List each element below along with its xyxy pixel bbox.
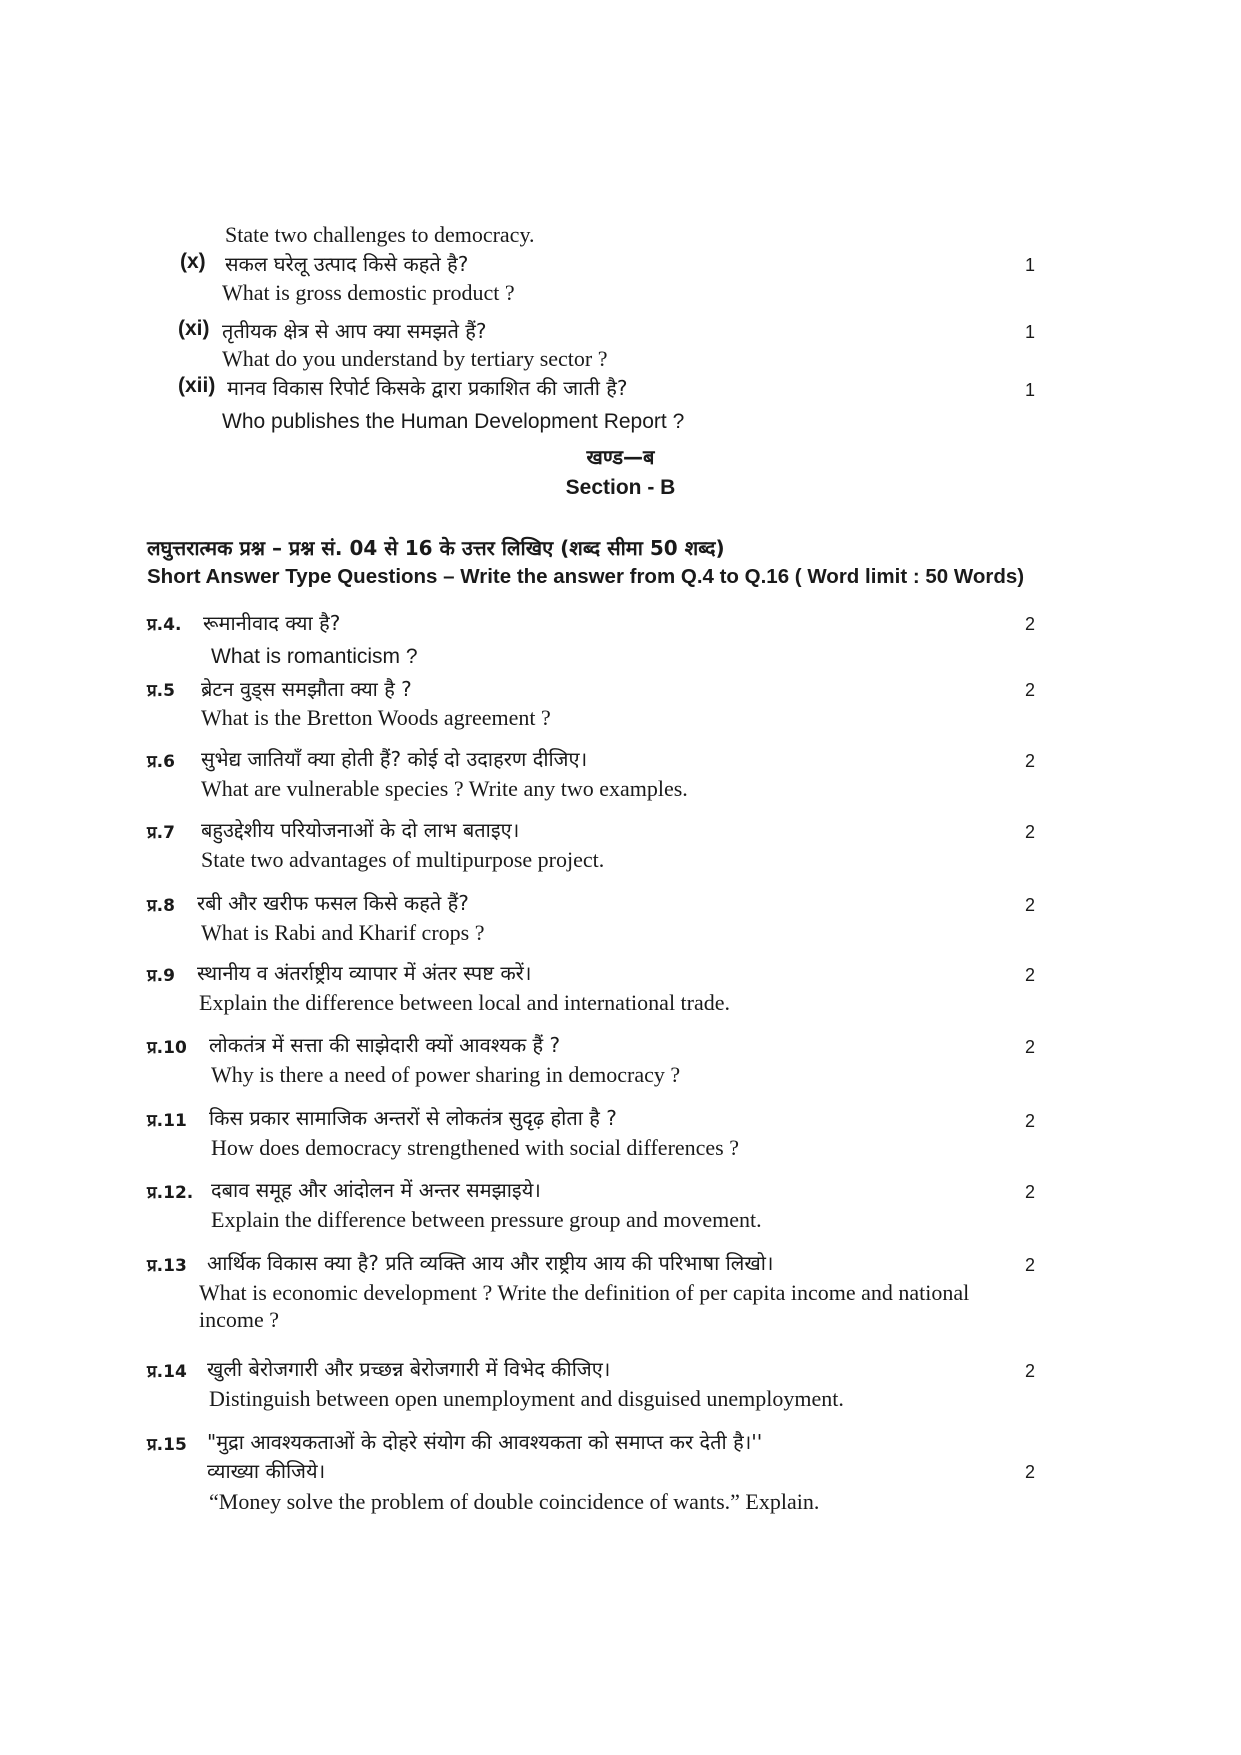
question-number: प्र.4. [147, 615, 182, 635]
question-number: प्र.11 [147, 1111, 187, 1131]
question-hindi: स्थानीय व अंतर्राष्ट्रीय व्यापार में अंतर स्पष्ट करें। [197, 961, 532, 985]
question-marks: 2 [1024, 1462, 1035, 1482]
question-marks: 2 [1024, 614, 1035, 634]
question-marks: 2 [1024, 1255, 1035, 1275]
q-xii-hindi: मानव विकास रिपोर्ट किसके द्वारा प्रकाशित की जाती है? [227, 376, 628, 400]
q-xii-english: Who publishes the Human Development Report ? [222, 410, 685, 433]
question-number: प्र.9 [147, 966, 175, 986]
question-marks: 2 [1024, 1037, 1035, 1057]
question-english: What are vulnerable species ? Write any two examples. [201, 776, 688, 801]
question-hindi: रूमानीवाद क्या है? [203, 611, 341, 635]
question-english: Explain the difference between pressure group and movement. [211, 1207, 762, 1232]
question-english: Why is there a need of power sharing in democracy ? [211, 1062, 681, 1087]
question-number: प्र.14 [147, 1362, 187, 1382]
q-x-marks: 1 [1024, 255, 1035, 275]
question-hindi: रबी और खरीफ फसल किसे कहते हैं? [197, 891, 469, 915]
question-english: State two advantages of multipurpose project. [201, 847, 605, 872]
instructions-english: Short Answer Type Questions – Write the answer from Q.4 to Q.16 ( Word limit : 50 Words) [147, 565, 1025, 588]
question-marks: 2 [1024, 1361, 1035, 1381]
question-hindi: बहुउद्देशीय परियोजनाओं के दो लाभ बताइए। [201, 818, 520, 842]
q-xii-number: (xii) [178, 374, 216, 397]
question-hindi: लोकतंत्र में सत्ता की साझेदारी क्यों आवश्यक हैं ? [209, 1033, 561, 1057]
question-hindi: किस प्रकार सामाजिक अन्तरों से लोकतंत्र सुदृढ़ होता है ? [209, 1106, 617, 1130]
question-marks: 2 [1024, 1182, 1035, 1202]
question-number: प्र.6 [147, 752, 175, 772]
question-number: प्र.7 [147, 823, 175, 843]
question-hindi: दबाव समूह और आंदोलन में अन्तर समझाइये। [211, 1178, 541, 1202]
question-english-continued: income ? [199, 1307, 280, 1332]
question-english: “Money solve the problem of double coincidence of wants.” Explain. [209, 1489, 820, 1514]
q-ix-english: State two challenges to democracy. [225, 222, 535, 247]
q-xi-marks: 1 [1024, 322, 1035, 342]
question-english: How does democracy strengthened with social differences ? [211, 1135, 740, 1160]
question-marks: 2 [1024, 895, 1035, 915]
question-marks: 2 [1024, 751, 1035, 771]
question-hindi: "मुद्रा आवश्यकताओं के दोहरे संयोग की आवश्यकता को समाप्त कर देती है।'' [207, 1430, 763, 1454]
question-marks: 2 [1024, 1111, 1035, 1131]
section-title-english: Section - B [565, 476, 676, 499]
question-english: What is economic development ? Write the definition of per capita income and national [199, 1280, 970, 1305]
question-number: प्र.10 [147, 1038, 187, 1058]
q-xi-english: What do you understand by tertiary sector ? [222, 346, 608, 371]
question-marks: 2 [1024, 680, 1035, 700]
question-number: प्र.8 [147, 896, 175, 916]
question-number: प्र.15 [147, 1435, 187, 1455]
q-x-number: (x) [180, 250, 206, 273]
question-hindi: खुली बेरोजगारी और प्रच्छन्न बेरोजगारी में विभेद कीजिए। [207, 1357, 611, 1381]
q-x-english: What is gross demostic product ? [222, 280, 515, 305]
q-x-hindi: सकल घरेलू उत्पाद किसे कहते है? [225, 252, 469, 276]
question-english: Distinguish between open unemployment and disguised unemployment. [209, 1386, 844, 1411]
question-english: Explain the difference between local and international trade. [199, 990, 731, 1015]
question-number: प्र.5 [147, 681, 175, 701]
q-xii-marks: 1 [1024, 380, 1035, 400]
q-xi-number: (xi) [178, 317, 210, 340]
q-xi-hindi: तृतीयक क्षेत्र से आप क्या समझते हैं? [222, 319, 487, 343]
question-english: What is the Bretton Woods agreement ? [201, 705, 551, 730]
question-marks: 2 [1024, 965, 1035, 985]
question-hindi: ब्रेटन वुड्स समझौता क्या है ? [201, 677, 412, 701]
question-number: प्र.12. [147, 1183, 194, 1203]
question-hindi: सुभेद्य जातियाँ क्या होती हैं? कोई दो उदाहरण दीजिए। [201, 747, 588, 771]
question-hindi-continued: व्याख्या कीजिये। [207, 1459, 326, 1483]
question-english: What is Rabi and Kharif crops ? [201, 920, 485, 945]
question-marks: 2 [1024, 822, 1035, 842]
question-hindi: आर्थिक विकास क्या है? प्रति व्यक्ति आय और राष्ट्रीय आय की परिभाषा लिखो। [207, 1251, 774, 1275]
question-english: What is romanticism ? [211, 645, 418, 668]
question-number: प्र.13 [147, 1256, 187, 1276]
section-title-hindi: खण्ड—ब [586, 445, 655, 469]
instructions-hindi: लघुत्तरात्मक प्रश्न – प्रश्न सं. 04 से 16 के उत्तर लिखिए (शब्द सीमा 50 शब्द) [147, 536, 725, 560]
